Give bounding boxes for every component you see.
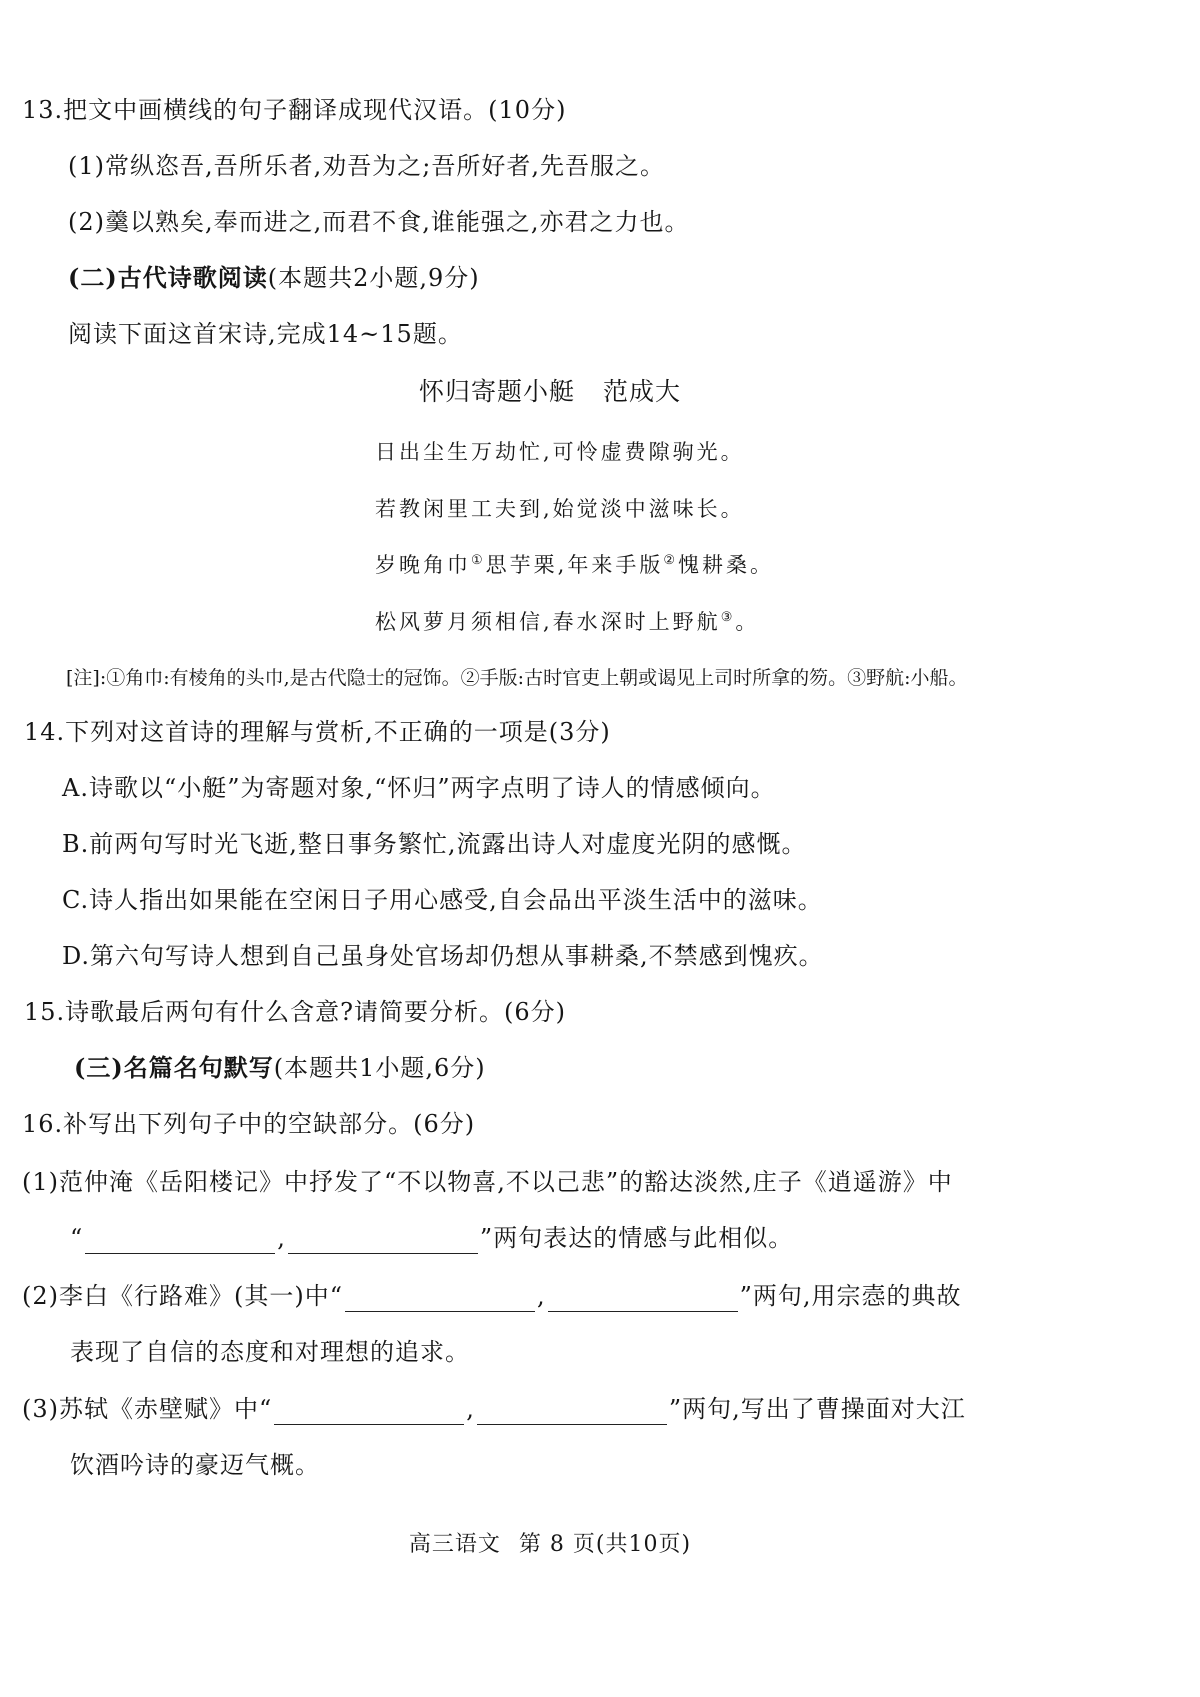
footnote-marker-3: ③ <box>720 610 736 625</box>
answer-blank-2[interactable] <box>288 1231 478 1254</box>
question-16-part-2-suffix: ”两句,用宗悫的典故 <box>739 1282 962 1310</box>
question-16-part-3-prefix: (3)苏轼《赤壁赋》中“ <box>22 1395 273 1423</box>
poem-line-3-part-2: 思芋栗,年来手版 <box>485 553 664 577</box>
question-16-part-1-blanks <box>70 1222 793 1254</box>
question-16-part-3-prompt <box>22 1393 966 1425</box>
question-16-part-2-prefix: (2)李白《行路难》(其一)中“ <box>22 1282 343 1310</box>
answer-blank-4[interactable] <box>548 1289 738 1312</box>
question-15-title: 15.诗歌最后两句有什么含意?请简要分析。(6分) <box>24 998 567 1026</box>
question-16-part-3-continuation: 饮酒吟诗的豪迈气概。 <box>70 1451 320 1479</box>
question-16-part-2-prompt <box>22 1280 962 1312</box>
poem-heading <box>0 376 1100 408</box>
poem-line-2: 若教闲里工夫到,始觉淡中滋味长。 <box>375 497 745 521</box>
page-footer <box>0 1529 1100 1561</box>
question-16-part-2-continuation: 表现了自信的态度和对理想的追求。 <box>70 1338 470 1366</box>
answer-blank-6[interactable] <box>477 1402 667 1425</box>
footer-page-number: 第 8 页(共10页) <box>518 1532 692 1557</box>
poem-line-1: 日出尘生万劫忙,可怜虚费隙驹光。 <box>375 440 745 464</box>
question-14-option-c: C.诗人指出如果能在空闲日子用心感受,自会品出平淡生活中的滋味。 <box>62 886 823 914</box>
poem-line-4 <box>375 606 759 638</box>
poem-title: 怀归寄题小艇 <box>418 377 575 406</box>
section-2-info: (本题共2小题,9分) <box>267 264 480 292</box>
footer-subject: 高三语文 <box>408 1532 501 1557</box>
question-14-option-d: D.第六句写诗人想到自己虽身处官场却仍想从事耕桑,不禁感到愧疚。 <box>62 942 824 970</box>
comma: , <box>277 1224 286 1252</box>
section-2-heading <box>68 262 480 294</box>
poem-line-4-part-2: 。 <box>735 610 760 634</box>
poem-line-3 <box>375 549 774 581</box>
question-16-part-1-suffix: ”两句表达的情感与此相似。 <box>479 1224 794 1252</box>
comma: , <box>537 1282 546 1310</box>
open-quote: “ <box>70 1224 84 1252</box>
answer-blank-1[interactable] <box>85 1231 275 1254</box>
poem-line-3-part-1: 岁晚角巾 <box>375 553 471 577</box>
poem-notes: [注]:①角巾:有棱角的头巾,是古代隐士的冠饰。②手版:古时官吏上朝或谒见上司时所拿的笏。③野航:小船。 <box>66 667 968 689</box>
footnote-marker-2: ② <box>663 553 678 568</box>
question-14-option-b: B.前两句写时光飞逝,整日事务繁忙,流露出诗人对虚度光阴的感慨。 <box>62 830 807 858</box>
footnote-marker-1: ① <box>471 553 486 568</box>
poem-instructions: 阅读下面这首宋诗,完成14~15题。 <box>68 320 463 348</box>
poem-line-3-part-3: 愧耕桑。 <box>678 553 774 577</box>
section-3-info: (本题共1小题,6分) <box>273 1054 486 1082</box>
answer-blank-3[interactable] <box>345 1289 535 1312</box>
question-14-title: 14.下列对这首诗的理解与赏析,不正确的一项是(3分) <box>24 718 611 746</box>
comma: , <box>466 1395 475 1423</box>
answer-blank-5[interactable] <box>274 1402 464 1425</box>
poem-line-4-part-1: 松风萝月须相信,春水深时上野航 <box>375 610 721 634</box>
question-14-option-a: A.诗歌以“小艇”为寄题对象,“怀归”两字点明了诗人的情感倾向。 <box>62 774 776 802</box>
question-13-sentence-2: (2)羹以熟矣,奉而进之,而君不食,谁能强之,亦君之力也。 <box>68 208 690 236</box>
section-3-heading <box>74 1052 486 1084</box>
section-2-title: (二)古代诗歌阅读 <box>68 263 268 292</box>
poem-author: 范成大 <box>603 377 682 406</box>
question-16-title: 16.补写出下列句子中的空缺部分。(6分) <box>22 1110 476 1138</box>
question-13-title: 13.把文中画横线的句子翻译成现代汉语。(10分) <box>22 96 567 124</box>
question-16-part-3-suffix: ”两句,写出了曹操面对大江 <box>668 1395 966 1423</box>
question-13-sentence-1: (1)常纵恣吾,吾所乐者,劝吾为之;吾所好者,先吾服之。 <box>68 152 665 180</box>
section-3-title: (三)名篇名句默写 <box>74 1053 274 1082</box>
question-16-part-1-prompt: (1)范仲淹《岳阳楼记》中抒发了“不以物喜,不以己悲”的豁达淡然,庄子《逍遥游》中 <box>22 1168 953 1196</box>
